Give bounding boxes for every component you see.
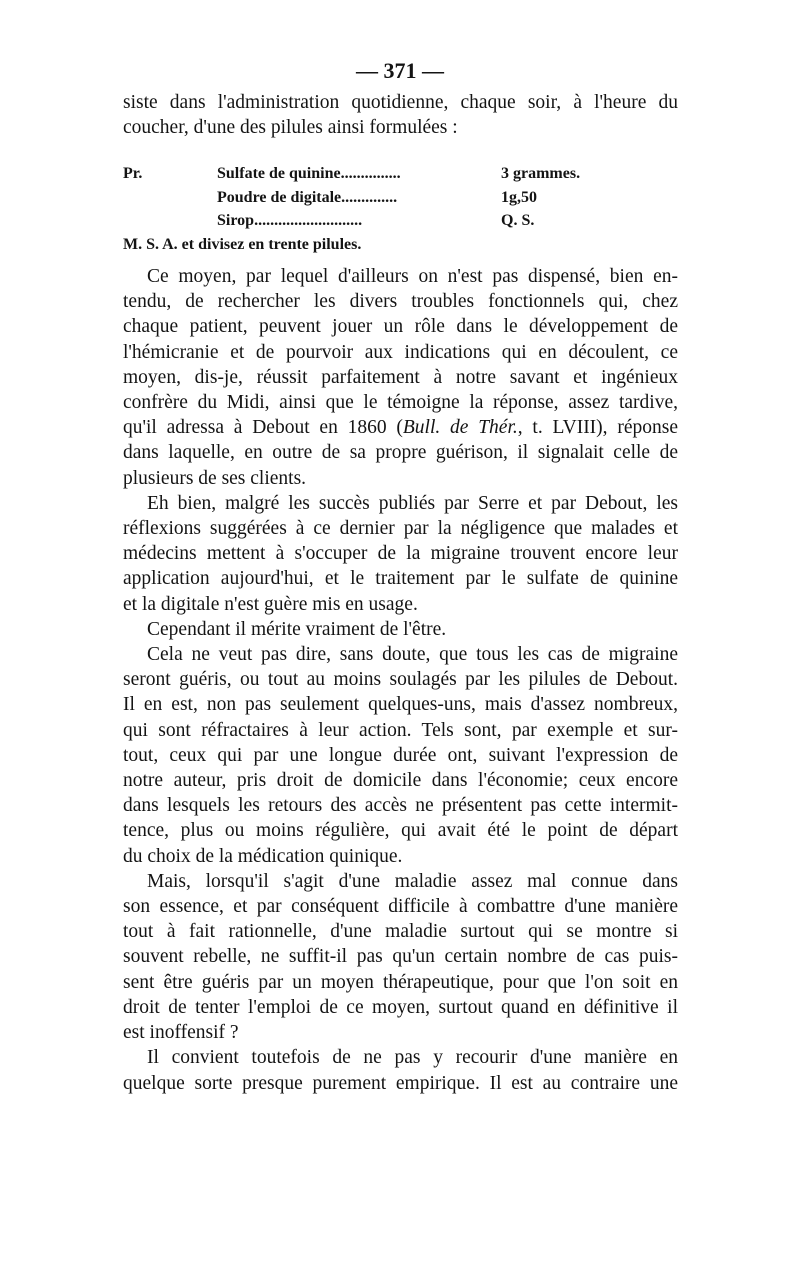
text-line: tendu, de rechercher les divers troubles fonctionnels qui, chez	[123, 291, 678, 313]
text-line: Mais, lorsqu'il s'agit d'une maladie assez mal connue dans	[147, 870, 678, 892]
text-line: siste dans l'administration quotidienne, chaque soir, à l'heure du	[123, 92, 678, 113]
text-line: réflexions suggérées à ce dernier par la négligence que malades et	[123, 518, 678, 540]
text-line: confrère du Midi, ainsi que le témoigne la réponse, assez tardive,	[123, 392, 678, 414]
text-line: médecins mettent à s'occuper de la migraine trouvent encore leur	[123, 543, 678, 565]
text-fragment: qu'il adressa à Debout en 1860 (	[123, 417, 403, 439]
text-line: est inoffensif ?	[123, 1022, 239, 1044]
text-line: qui sont réfractaires à leur action. Tels sont, par exemple et sur-	[123, 719, 678, 741]
text-line: dans lesquels les retours des accès ne présentent pas cette intermit-	[123, 795, 678, 817]
prescription-formula	[123, 162, 593, 256]
text-line: droit de tenter l'emploi de ce moyen, surtout quand en définitive il	[123, 996, 678, 1018]
text-line: Cela ne veut pas dire, sans doute, que tous les cas de migraine	[147, 644, 678, 666]
intro-text	[123, 90, 678, 140]
text-line: souvent rebelle, ne suffit-il pas qu'un certain nombre de cas puis-	[123, 946, 678, 968]
text-line: tout, ceux qui par une longue durée ont, suivant l'expression de	[123, 744, 678, 766]
formula-leader: ...........................	[254, 212, 363, 229]
formula-row	[123, 209, 593, 233]
text-line: seront guéris, ou tout au moins soulagés par les pilules de Debout.	[123, 669, 678, 691]
page-number: — 371 —	[356, 58, 444, 83]
formula-quantity: 1g,50	[501, 188, 537, 206]
formula-quantity: 3 grammes.	[501, 165, 581, 182]
formula-ingredient: Sulfate de quinine	[217, 165, 341, 182]
text-line: Il en est, non pas seulement quelques-uns, mais d'assez nombreux,	[123, 694, 678, 716]
text-line: son essence, et par conséquent difficile à combattre d'une manière	[123, 896, 678, 918]
formula-instruction: M. S. A. et divisez en trente pilules.	[123, 235, 362, 253]
text-line: l'hémicranie et de pourvoir aux indications qui en découlent, ce	[123, 341, 678, 363]
formula-row	[123, 186, 593, 210]
text-line: tout à fait rationnelle, d'une maladie surtout qui se montre si	[123, 921, 678, 943]
body-text	[123, 264, 678, 1096]
text-line: Ce moyen, par lequel d'ailleurs on n'est pas dispensé, bien en-	[147, 266, 678, 287]
text-line: du choix de la médication quinique.	[123, 845, 403, 867]
text-line: sent être guéris par un moyen thérapeutique, pour que l'on soit en	[123, 971, 678, 993]
text-line: quelque sorte presque purement empirique. Il est au contraire une	[123, 1072, 678, 1094]
text-line: coucher, d'une des pilules ainsi formulées :	[123, 117, 458, 139]
text-line: application aujourd'hui, et le traitement par le sulfate de quinine	[123, 568, 678, 590]
text-line: Il convient toutefois de ne pas y recourir d'une manière en	[147, 1047, 678, 1069]
text-line	[123, 415, 678, 440]
formula-row	[123, 162, 593, 186]
text-line: tence, plus ou moins régulière, qui avait été le point de départ	[123, 820, 678, 842]
text-line: et la digitale n'est guère mis en usage.	[123, 593, 418, 615]
text-line: dans laquelle, en outre de sa propre guérison, il signalait celle de	[123, 442, 678, 464]
text-fragment: , t. LVIII), réponse	[517, 417, 678, 439]
formula-quantity: Q. S.	[501, 212, 535, 229]
formula-prefix: Pr.	[123, 165, 143, 182]
text-line: plusieurs de ses clients.	[123, 467, 307, 489]
text-line: Eh bien, malgré les succès publiés par Serre et par Debout, les	[147, 492, 678, 514]
citation: Bull. de Thér.	[402, 417, 518, 439]
formula-leader: ..............	[341, 188, 398, 206]
text-line: notre auteur, pris droit de domicile dans l'économie; ceux encore	[123, 770, 678, 792]
formula-ingredient: Poudre de digitale	[217, 188, 342, 206]
text-line: moyen, dis-je, réussit parfaitement à notre savant et ingénieux	[123, 366, 678, 388]
text-line: chaque patient, peuvent jouer un rôle dans le développement de	[123, 316, 678, 338]
formula-ingredient: Sirop	[217, 212, 255, 229]
formula-leader: ...............	[340, 165, 401, 182]
text-line: Cependant il mérite vraiment de l'être.	[147, 618, 447, 640]
